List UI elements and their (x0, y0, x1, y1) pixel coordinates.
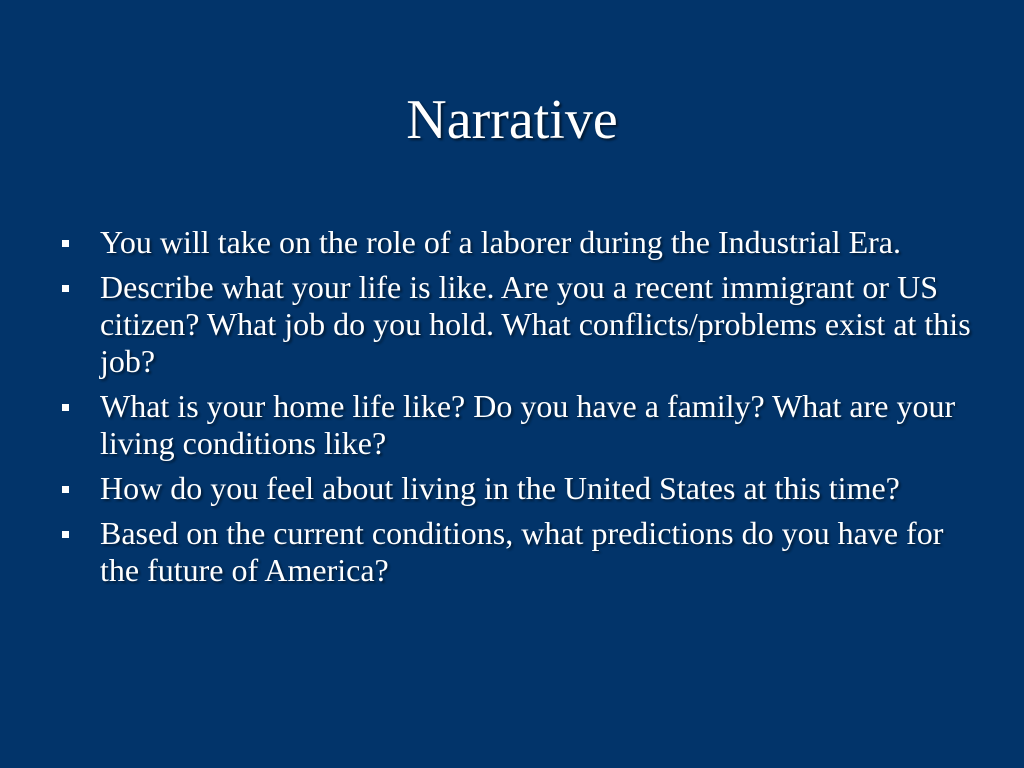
square-bullet-icon (62, 404, 69, 411)
bullet-text: You will take on the role of a laborer during the Industrial Era. (100, 224, 901, 260)
square-bullet-icon (62, 240, 69, 247)
bullet-item-4 (56, 470, 976, 507)
bullet-text: What is your home life like? Do you have a family? What are your living conditions like? (100, 388, 956, 461)
bullet-text: How do you feel about living in the United States at this time? (100, 470, 900, 506)
bullet-list (56, 224, 976, 597)
bullet-item-3 (56, 388, 976, 462)
bullet-item-2 (56, 269, 976, 380)
square-bullet-icon (62, 486, 69, 493)
bullet-text: Describe what your life is like. Are you a recent immigrant or US citizen? What job do you hold. What conflicts/problems exist at this job? (100, 269, 971, 379)
bullet-text: Based on the current conditions, what predictions do you have for the future of America? (100, 515, 944, 588)
slide-title: Narrative (406, 89, 618, 151)
bullet-item-1 (56, 224, 976, 261)
bullet-item-5 (56, 515, 976, 589)
square-bullet-icon (62, 531, 69, 538)
square-bullet-icon (62, 285, 69, 292)
